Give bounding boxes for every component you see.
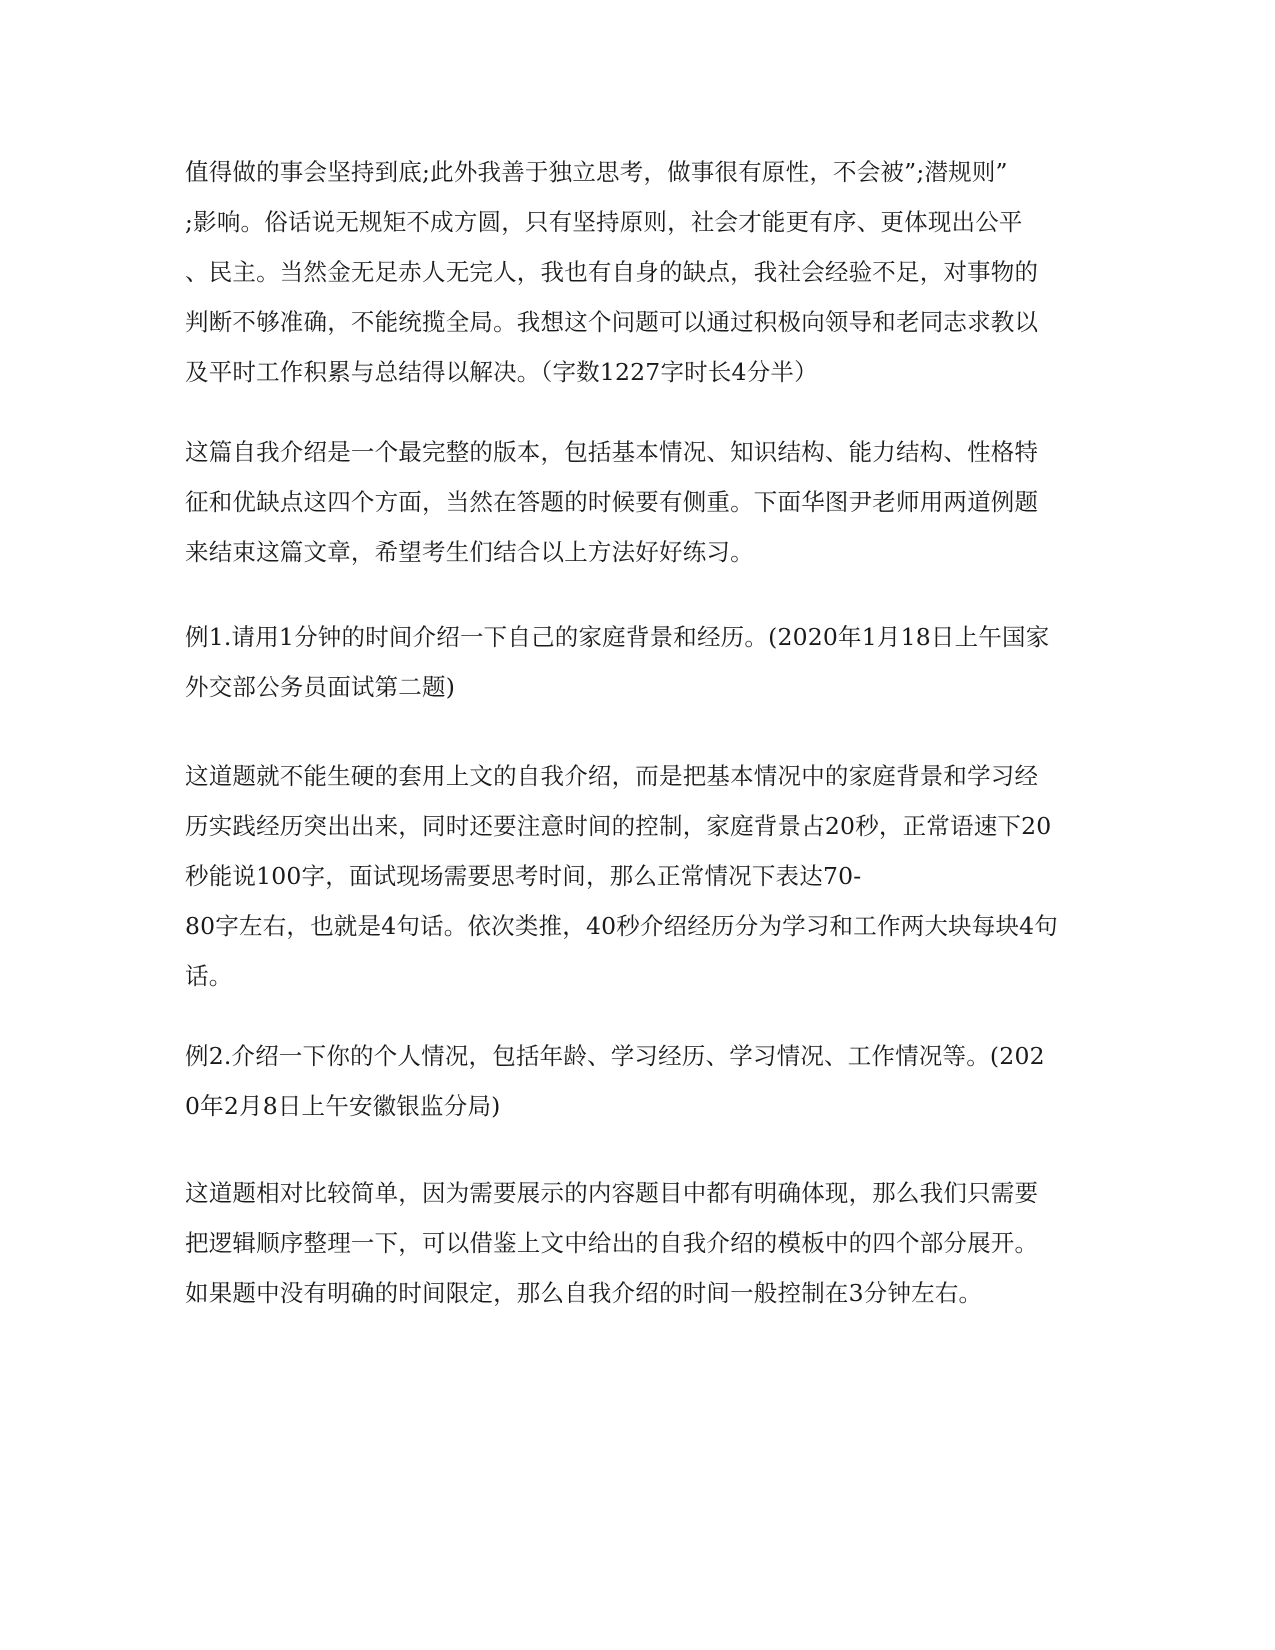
text-line: 这篇自我介绍是一个最完整的版本，包括基本情况、知识结构、能力结构、性格特 (185, 438, 1039, 466)
paragraph-self-intro-ending (185, 147, 1090, 397)
text-line: 来结束这篇文章，希望考生们结合以上方法好好练习。 (185, 538, 754, 566)
text-line: 这道题就不能生硬的套用上文的自我介绍，而是把基本情况中的家庭背景和学习经 (185, 762, 1039, 790)
text-line: 0年2月8日上午安徽银监分局) (185, 1092, 501, 1120)
text-line: 及平时工作积累与总结得以解决。（字数1227字时长4分半） (185, 358, 818, 386)
text-line: 这道题相对比较简单，因为需要展示的内容题目中都有明确体现，那么我们只需要 (185, 1179, 1039, 1207)
text-line: 80字左右，也就是4句话。依次类推，40秒介绍经历分为学习和工作两大块每块4句 (185, 912, 1059, 940)
text-line: 外交部公务员面试第二题) (185, 673, 456, 701)
paragraph-example-1 (185, 612, 1090, 712)
paragraph-summary (185, 427, 1090, 577)
text-line: 判断不够准确，不能统揽全局。我想这个问题可以通过积极向领导和老同志求教以 (185, 308, 1039, 336)
paragraph-example-2 (185, 1031, 1090, 1131)
text-line: 如果题中没有明确的时间限定，那么自我介绍的时间一般控制在3分钟左右。 (185, 1279, 983, 1307)
text-line: 话。 (185, 962, 233, 990)
text-line: 值得做的事会坚持到底;此外我善于独立思考，做事很有原性，不会被”;潜规则” (185, 158, 1008, 186)
text-line: ;影响。俗话说无规矩不成方圆，只有坚持原则，社会才能更有序、更体现出公平 (185, 208, 1023, 236)
text-line: 征和优缺点这四个方面，当然在答题的时候要有侧重。下面华图尹老师用两道例题 (185, 488, 1039, 516)
text-line: 把逻辑顺序整理一下，可以借鉴上文中给出的自我介绍的模板中的四个部分展开。 (185, 1229, 1039, 1257)
text-line: 历实践经历突出出来，同时还要注意时间的控制，家庭背景占20秒，正常语速下20 (185, 812, 1052, 840)
text-line: 例1.请用1分钟的时间介绍一下自己的家庭背景和经历。(2020年1月18日上午国家 (185, 623, 1050, 651)
text-line: 例2.介绍一下你的个人情况，包括年龄、学习经历、学习情况、工作情况等。(202 (185, 1042, 1045, 1070)
text-line: 秒能说100字，面试现场需要思考时间，那么正常情况下表达70- (185, 862, 862, 890)
text-line: 、民主。当然金无足赤人无完人，我也有自身的缺点，我社会经验不足，对事物的 (185, 258, 1039, 286)
paragraph-example-2-analysis (185, 1168, 1090, 1318)
paragraph-example-1-analysis (185, 751, 1090, 1001)
